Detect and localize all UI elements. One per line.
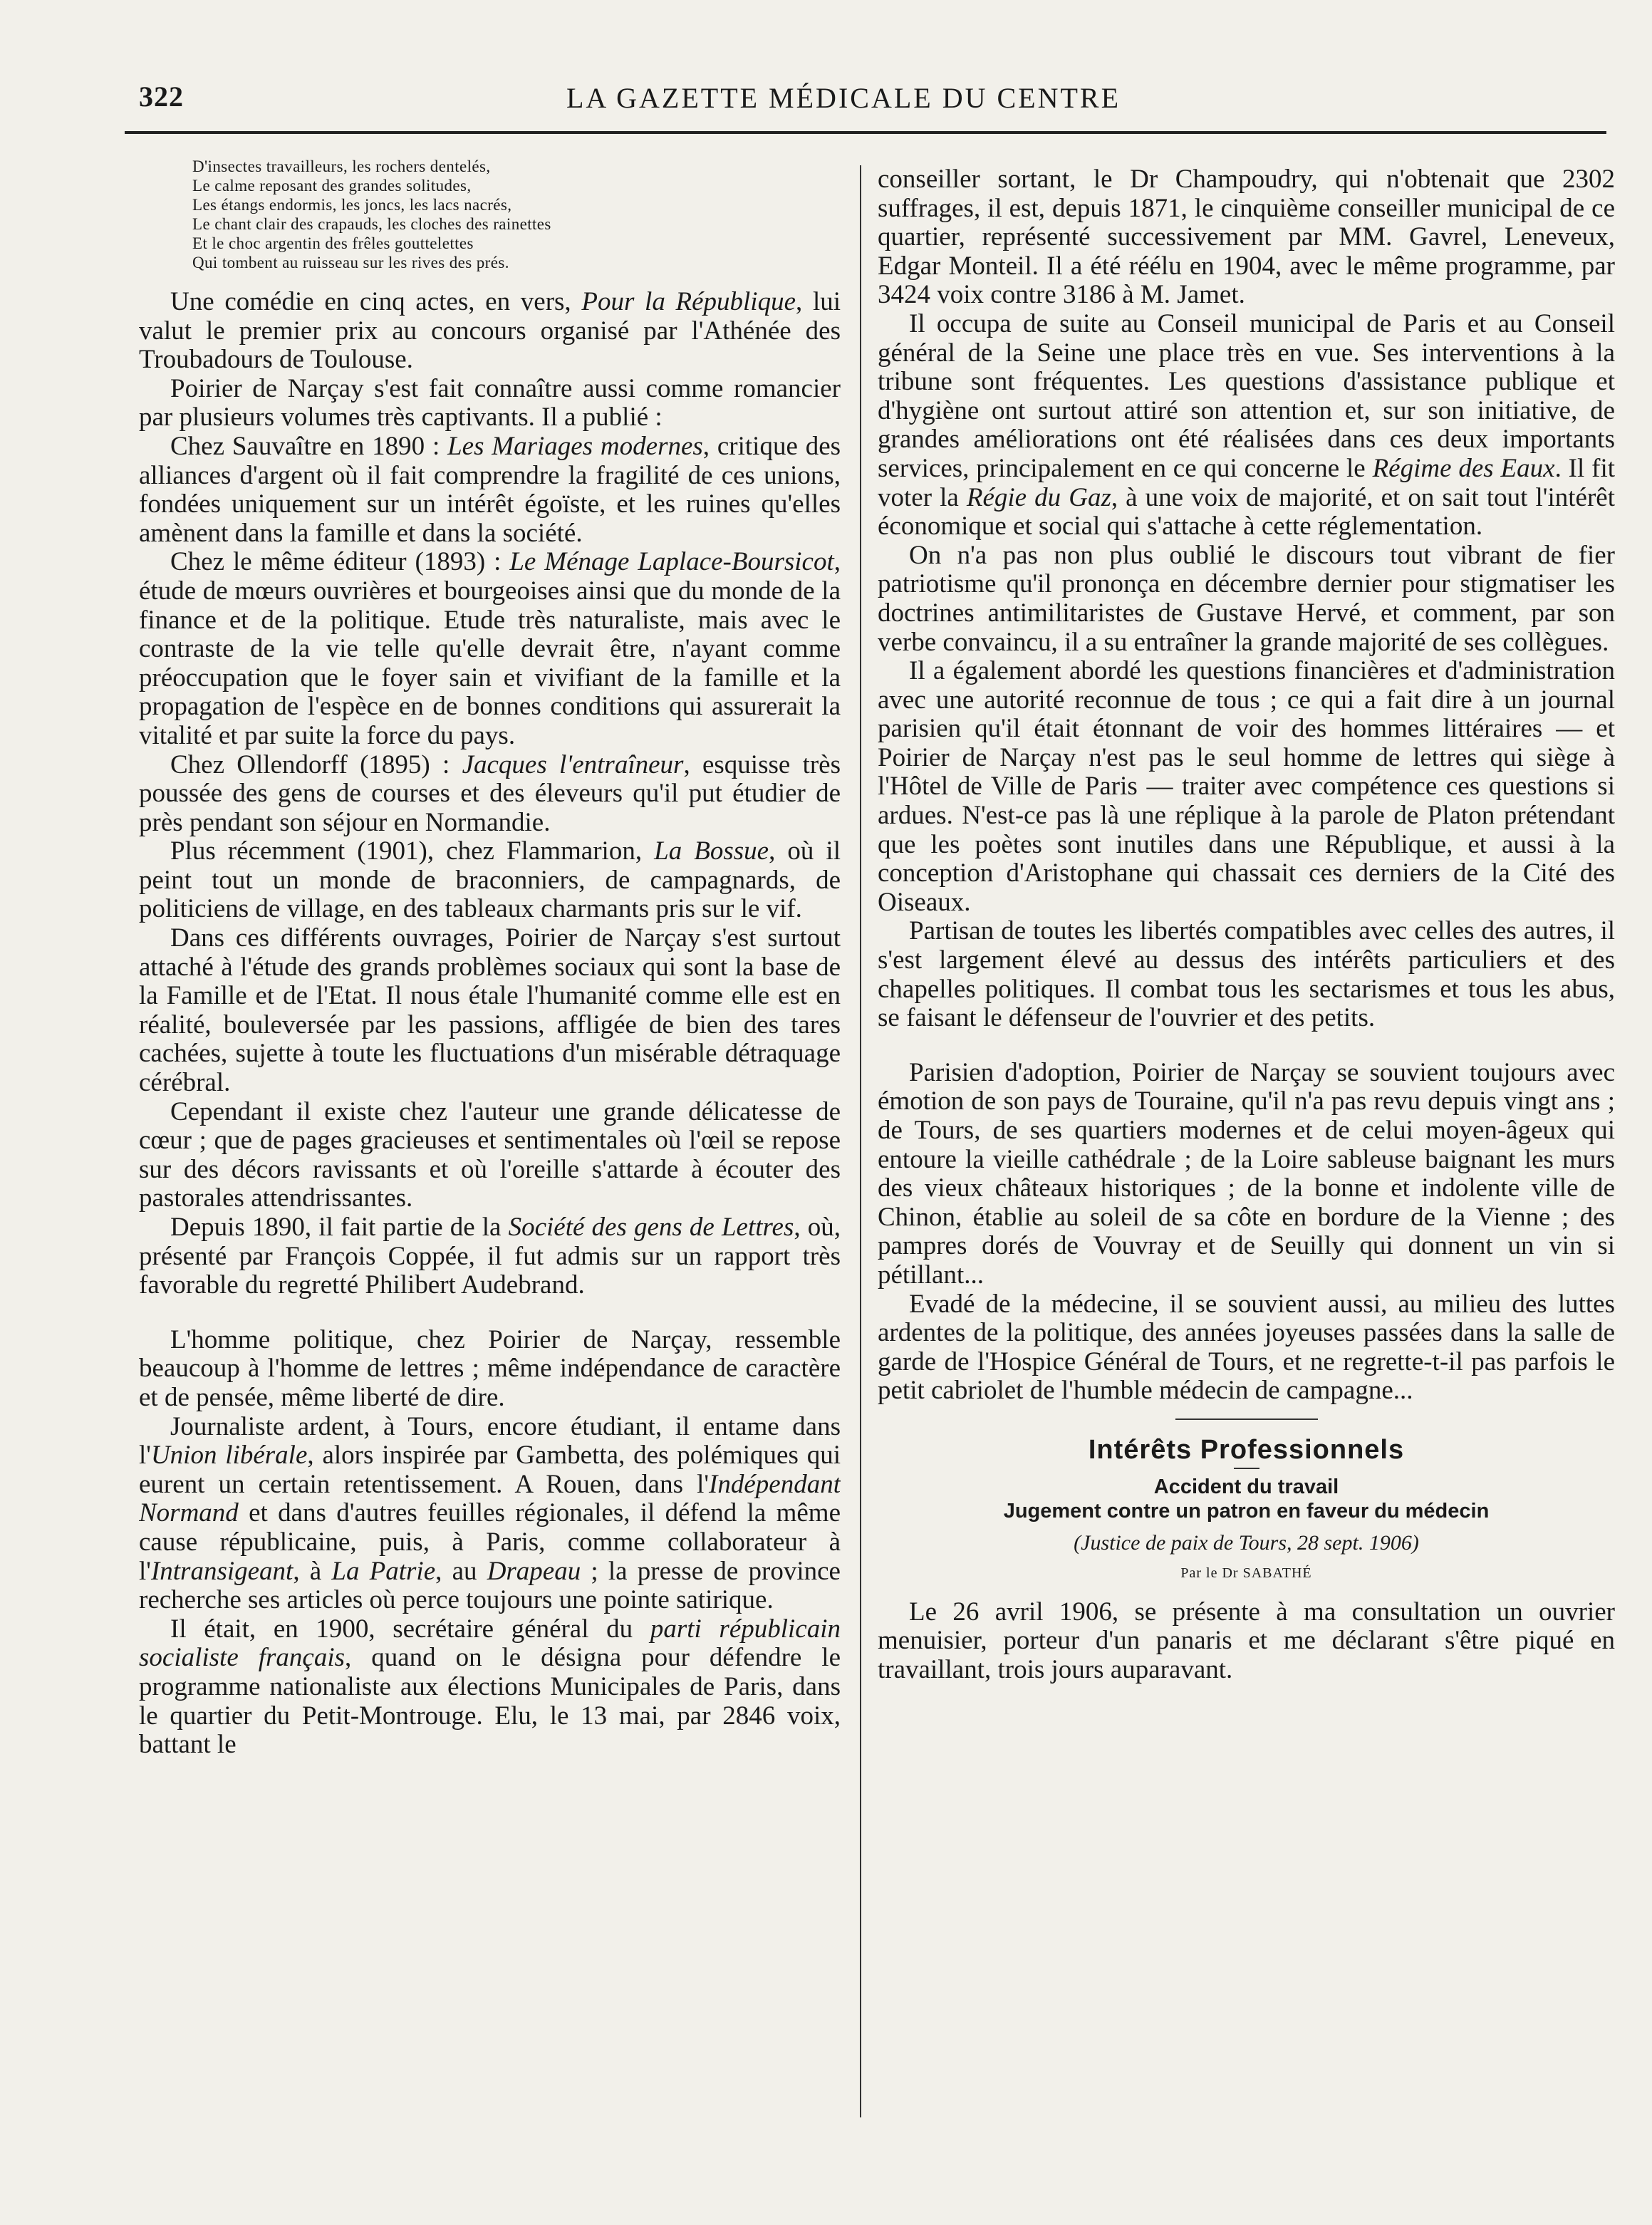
paragraph: Il était, en 1900, secrétaire général du parti républicain socialiste français, quand on le désigna pour défendre le programme nationaliste aux élections Municipales de Paris, dans le quartier du Petit-Montrouge. Elu, le 13 mai, par 2846 voix, battant le <box>139 1614 841 1760</box>
paragraph: Parisien d'adoption, Poirier de Narçay se souvient toujours avec émotion de son pays de Touraine, qu'il n'a pas revu depuis vingt ans ; de Tours, de ses quartiers modernes et de celui moyen-âgeux qui entoure la vieille cathédrale ; de la Loire sableuse baignant les murs des vieux châteaux historiques ; de la bonne et indolente ville de Chinon, établie au soleil de sa côte en bordure de la Vienne ; des pampres dorés de Vouvray et de Seuilly qui donnent un vin si pétillant... <box>878 1057 1615 1290</box>
paragraph: Chez Ollendorff (1895) : Jacques l'entraîneur, esquisse très poussée des gens de courses et des éleveurs qu'il put étudier de près pendant son séjour en Normandie. <box>139 750 841 837</box>
work-title: Les Mariages modernes <box>447 431 703 461</box>
paragraph: Journaliste ardent, à Tours, encore étudiant, il entame dans l'Union libérale, alors inspirée par Gambetta, des polémiques qui eurent un certain retentissement. A Rouen, dans l'Indépendant Normand et dans d'autres feuilles régionales, il défend la même cause républicaine, puis, à Paris, comme collaborateur à l'Intransigeant, à La Patrie, au Drapeau ; la presse de province recherche ses articles où perce toujours une pointe satirique. <box>139 1411 841 1615</box>
page-number: 322 <box>139 81 184 113</box>
work-title: Le Ménage Laplace-Boursicot <box>509 547 834 577</box>
work-title: Société des gens de Lettres <box>508 1213 794 1242</box>
poem-line: Le calme reposant des grandes solitudes, <box>192 177 472 195</box>
paragraph: Poirier de Narçay s'est fait connaître aussi comme romancier par plusieurs volumes très captivants. Il a publié : <box>139 373 841 432</box>
paragraph: Dans ces différents ouvrages, Poirier de Narçay s'est surtout attaché à l'étude des grands problèmes sociaux qui sont la base de la Famille et de l'Etat. Il nous étale l'humanité comme elle est en réalité, bouleversée par les passions, affligée de bien des tares cachées, sujette à toute les fluctuations d'un misérable détraquage cérébral. <box>139 923 841 1098</box>
paragraph: Partisan de toutes les libertés compatibles avec celles des autres, il s'est largement élevé au dessus des intérêts particuliers et des chapelles politiques. Il combat tous les sectarismes et tous les abus, se faisant le défenseur de l'ouvrier et des petits. <box>878 916 1615 1033</box>
paragraph: Chez le même éditeur (1893) : Le Ménage Laplace-Boursicot, étude de mœurs ouvrières et bourgeoises ainsi que du monde de la finance et de la politique. Etude très naturaliste, mais avec le contraste de la vie telle qu'elle devrait être, n'ayant comme préoccupation que le foyer sain et vivifiant de la famille et la propagation de l'espèce en de bonnes conditions qui assurerait la vitalité et par suite la force du pays. <box>139 547 841 750</box>
section-separator <box>1175 1418 1318 1420</box>
poem-line: Qui tombent au ruisseau sur les rives des prés. <box>192 254 509 271</box>
poem-line: Et le choc argentin des frêles gouttelettes <box>192 234 474 252</box>
paragraph: L'homme politique, chez Poirier de Narçay, ressemble beaucoup à l'homme de lettres ; même indépendance de caractère et de pensée, même liberté de dire. <box>139 1324 841 1412</box>
title-rule <box>1234 1468 1259 1469</box>
poem-line: D'insectes travailleurs, les rochers dentelés, <box>192 157 491 175</box>
work-title: Jacques l'entraîneur <box>462 750 684 779</box>
header-rule <box>125 131 1606 134</box>
poem-line: Le chant clair des crapauds, les cloches des rainettes <box>192 215 551 233</box>
article-subtitle: Accident du travail <box>1153 1475 1339 1498</box>
paragraph: Le 26 avril 1906, se présente à ma consultation un ouvrier menuisier, porteur d'un panaris et me déclarant s'être piqué en travaillant, trois jours auparavant. <box>878 1597 1615 1684</box>
paragraph: Plus récemment (1901), chez Flammarion, La Bossue, où il peint tout un monde de braconniers, de campagnards, de politiciens de village, en des tableaux charmants pris sur le vif. <box>139 836 841 924</box>
paragraph: conseiller sortant, le Dr Champoudry, qui n'obtenait que 2302 suffrages, il est, depuis 1871, le cinquième conseiller municipal de ce quartier, représenté successivement par MM. Gavrel, Leneveux, Edgar Monteil. Il a été réélu en 1904, avec le même programme, par 3424 voix contre 3186 à M. Jamet. <box>878 165 1615 310</box>
right-column <box>878 165 1615 2153</box>
section-title: Intérêts Professionnels <box>1088 1434 1405 1465</box>
work-title: La Bossue <box>654 836 769 866</box>
paragraph: Cependant il existe chez l'auteur une grande délicatesse de cœur ; que de pages gracieuses et sentimentales où l'œil se repose sur des décors ravissants et où l'oreille s'attarde à écouter des pastorales attendrissantes. <box>139 1096 841 1213</box>
paragraph: Une comédie en cinq actes, en vers, Pour la République, lui valut le premier prix au concours organisé par l'Athénée des Troubadours de Toulouse. <box>139 287 841 375</box>
poem-excerpt <box>192 157 841 272</box>
paragraph: Depuis 1890, il fait partie de la Société des gens de Lettres, où, présenté par François Coppée, il fut admis sur un rapport très favorable du regretté Philibert Audebrand. <box>139 1213 841 1300</box>
paragraph: On n'a pas non plus oublié le discours tout vibrant de fier patriotisme qu'il prononça en décembre dernier pour stigmatiser les doctrines antimilitaristes de Gustave Hervé, et comment, par son verbe convaincu, il a su entraîner la grande majorité de ses collègues. <box>878 540 1615 657</box>
work-title: Pour la République <box>581 287 796 316</box>
article-subtitle: Jugement contre un patron en faveur du médecin <box>1003 1499 1490 1523</box>
column-divider <box>860 165 861 2117</box>
left-column <box>139 157 841 2144</box>
page-header <box>139 80 1599 123</box>
paragraph: Il occupa de suite au Conseil municipal de Paris et au Conseil général de la Seine une place très en vue. Ses interventions à la tribune sont fréquentes. Les questions d'assistance publique et d'hygiène ont surtout attiré son attention et, sur son initiative, de grandes améliorations ont été réalisées dans ces deux importants services, principalement en ce qui concerne le Régime des Eaux. Il fit voter la Régie du Gaz, à une voix de majorité, et on sait tout l'intérêt économique et social qui s'attache à cette réglementation. <box>878 308 1615 541</box>
poem-line: Les étangs endormis, les joncs, les lacs nacrés, <box>192 196 512 214</box>
court-reference: (Justice de paix de Tours, 28 sept. 1906) <box>1074 1530 1419 1555</box>
party-name: parti républicain socialiste français <box>139 1614 841 1673</box>
journal-title: LA GAZETTE MÉDICALE DU CENTRE <box>566 82 1121 114</box>
paragraph: Evadé de la médecine, il se souvient aussi, au milieu des luttes ardentes de la politique, des années joyeuses passées dans la salle de garde de l'Hospice Général de Tours, et ne regrette-t-il pas parfois le petit cabriolet de l'humble médecin de campagne... <box>878 1289 1615 1406</box>
author-byline: Par le Dr SABATHÉ <box>1180 1565 1312 1582</box>
paragraph: Il a également abordé les questions financières et d'administration avec une autorité reconnue de tous ; ce qui a fait dire à un journal parisien qu'il était étonnant de voir des hommes littéraires — et Poirier de Narçay n'est pas le seul homme de lettres qui siège à l'Hôtel de Ville de Paris — traiter avec compétence ces questions si ardues. N'est-ce pas là une réplique à la parole de Platon prétendant que les poètes sont inutiles dans une République, et aussi à la conception d'Aristophane qui chassait ces derniers de la Cité des Oiseaux. <box>878 656 1615 917</box>
paragraph: Chez Sauvaître en 1890 : Les Mariages modernes, critique des alliances d'argent où il fait comprendre la fragilité de ces unions, fondées uniquement sur un intérêt égoïste, et les ruines qu'elles amènent dans la famille et dans la société. <box>139 431 841 548</box>
